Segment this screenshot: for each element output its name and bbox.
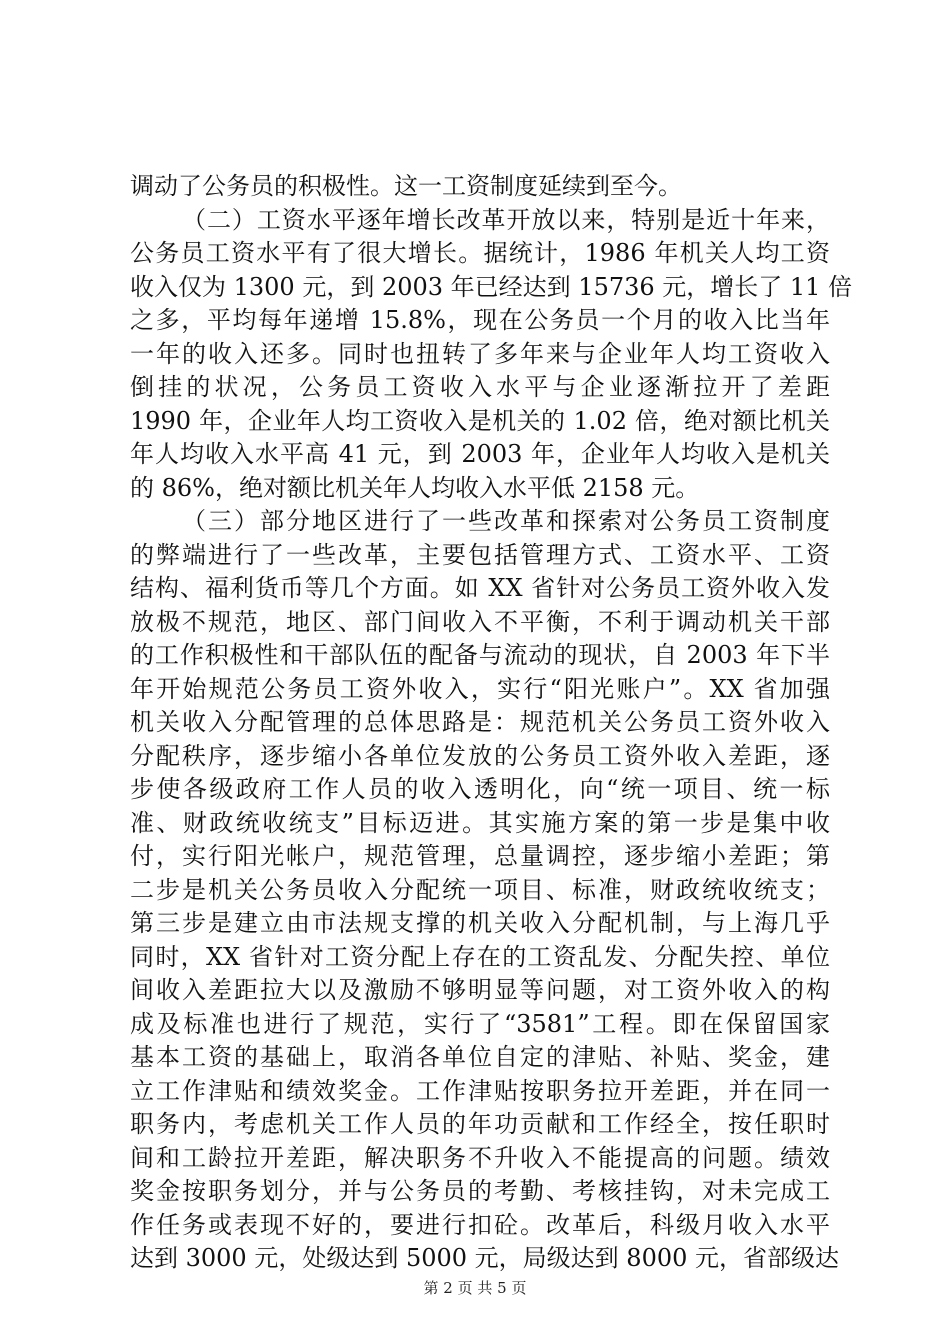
text-line: 付，实行阳光帐户，规范管理，总量调控，逐步缩小差距；第: [130, 842, 830, 870]
text-line: 的工作积极性和干部队伍的配备与流动的现状，自 2003 年下半: [130, 641, 830, 669]
page-footer: [0, 1278, 950, 1298]
text-line: 间和工龄拉开差距，解决职务不升收入不能提高的问题。绩效: [130, 1143, 830, 1172]
text-line: 倒挂的状况，公务员工资收入水平与企业逐渐拉开了差距: [130, 373, 830, 401]
text-line: 收入仅为 1300 元，到 2003 年已经达到 15736 元，增长了 11 倍: [130, 272, 853, 301]
text-line: 的 86%，绝对额比机关年人均收入水平低 2158 元。: [130, 473, 700, 502]
text-line: 达到 3000 元，处级达到 5000 元，局级达到 8000 元，省部级达: [130, 1244, 840, 1272]
text-line: 步使各级政府工作人员的收入透明化，向“统一项目、统一标: [130, 775, 830, 803]
text-line: 一年的收入还多。同时也扭转了多年来与企业年人均工资收入: [130, 339, 830, 368]
text-line: 结构、福利货币等几个方面。如 XX 省针对公务员工资外收入发: [130, 574, 830, 602]
text-line: 同时，XX 省针对工资分配上存在的工资乱发、分配失控、单位: [130, 942, 830, 971]
text-line: 之多，平均每年递增 15.8%，现在公务员一个月的收入比当年: [130, 306, 830, 334]
text-line: 立工作津贴和绩效奖金。工作津贴按职务拉开差距，并在同一: [130, 1076, 830, 1105]
text-line: 1990 年，企业年人均工资收入是机关的 1.02 倍，绝对额比机关: [130, 406, 830, 435]
text-line: （二）工资水平逐年增长改革开放以来，特别是近十年来，: [182, 205, 830, 234]
text-line: 调动了公务员的积极性。这一工资制度延续到至今。: [130, 172, 682, 200]
text-line: 二步是机关公务员收入分配统一项目、标准，财政统收统支；: [130, 875, 830, 904]
text-line: 年人均收入水平高 41 元，到 2003 年，企业年人均收入是机关: [130, 440, 830, 468]
text-line: 机关收入分配管理的总体思路是：规范机关公务员工资外收入: [130, 708, 830, 736]
document-body: [130, 170, 853, 1276]
text-line: 放极不规范，地区、部门间收入不平衡，不利于调动机关干部: [130, 607, 830, 636]
text-line: 间收入差距拉大以及激励不够明显等问题，对工资外收入的构: [130, 976, 830, 1004]
text-line: 分配秩序，逐步缩小各单位发放的公务员工资外收入差距，逐: [130, 741, 830, 770]
text-line: 基本工资的基础上，取消各单位自定的津贴、补贴、奖金，建: [130, 1043, 830, 1071]
page-number: 第 2 页 共 5 页: [423, 1279, 527, 1297]
text-line: 的弊端进行了一些改革，主要包括管理方式、工资水平、工资: [130, 540, 830, 569]
text-line: 准、财政统收统支”目标迈进。其实施方案的第一步是集中收: [130, 808, 830, 837]
text-line: 年开始规范公务员工资外收入，实行“阳光账户”。XX 省加强: [130, 674, 830, 703]
text-line: 公务员工资水平有了很大增长。据统计，1986 年机关人均工资: [130, 239, 830, 267]
text-line: 作任务或表现不好的，要进行扣砼。改革后，科级月收入水平: [130, 1210, 830, 1239]
text-line: （三）部分地区进行了一些改革和探索对公务员工资制度: [182, 507, 830, 535]
text-line: 第三步是建立由市法规支撑的机关收入分配机制，与上海几乎: [130, 909, 830, 937]
text-line: 奖金按职务划分，并与公务员的考勤、考核挂钩，对未完成工: [130, 1177, 830, 1205]
text-line: 职务内，考虑机关工作人员的年功贡献和工作经全，按任职时: [130, 1110, 830, 1138]
text-line: 成及标准也进行了规范，实行了“3581”工程。即在保留国家: [130, 1009, 830, 1038]
